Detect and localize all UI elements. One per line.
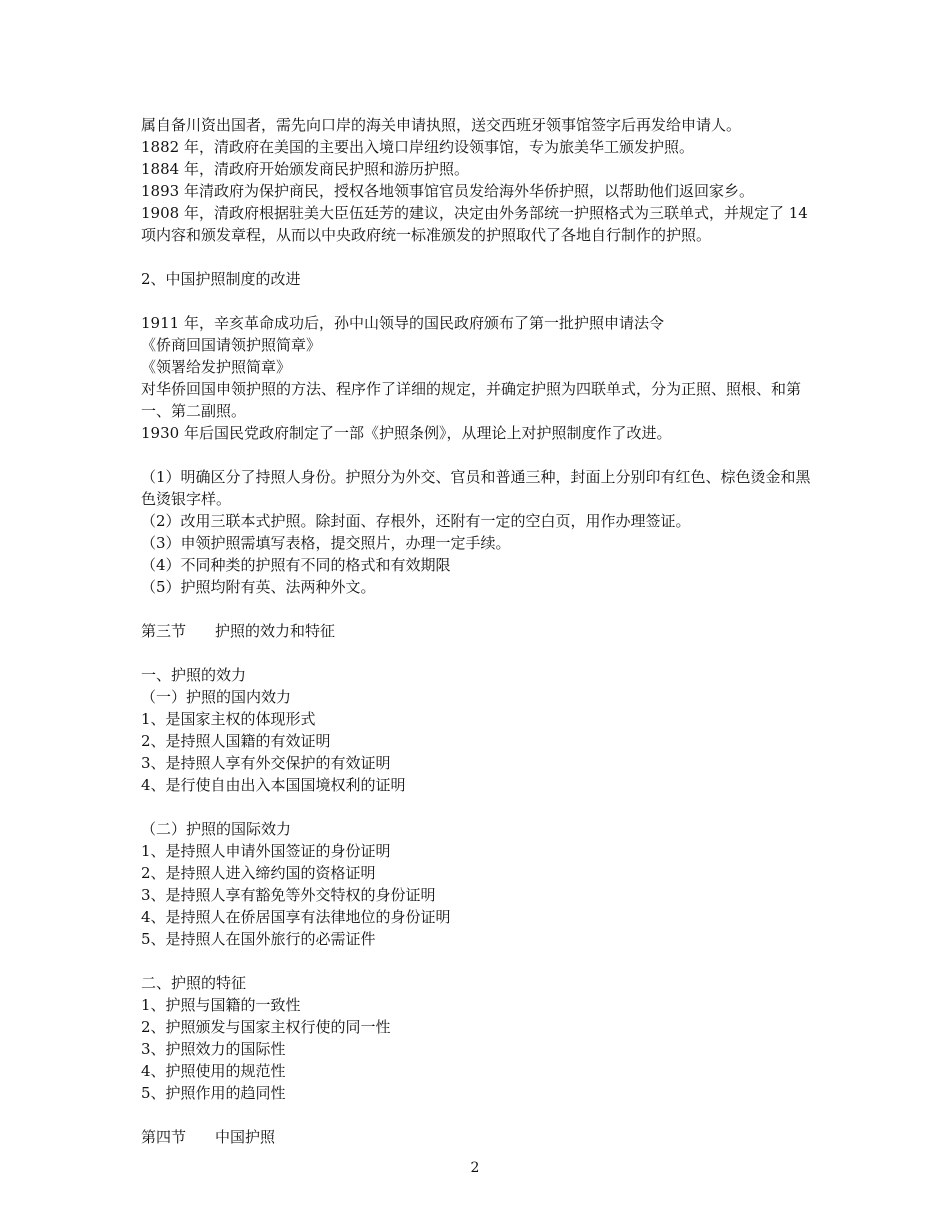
- section-number: 第四节: [141, 1128, 187, 1146]
- heading-reform: 2、中国护照制度的改进: [141, 270, 301, 288]
- list-item: 2、是持照人进入缔约国的资格证明: [141, 864, 376, 882]
- improvement-item: （3）申领护照需填写表格，提交照片，办理一定手续。: [141, 534, 511, 552]
- list-item: 1、是国家主权的体现形式: [141, 710, 316, 728]
- improvement-item: （4）不同种类的护照有不同的格式和有效期限: [141, 556, 451, 574]
- text-line: 《侨商回国请领护照简章》: [141, 336, 322, 354]
- text-line: 1911 年，辛亥革命成功后，孙中山领导的国民政府颁布了第一批护照申请法令: [141, 314, 664, 332]
- section-number: 第三节: [141, 622, 187, 640]
- text-line: 属自备川资出国者，需先向口岸的海关申请执照，送交西班牙领事馆签字后再发给申请人。: [141, 116, 742, 134]
- list-item: 3、是持照人享有豁免等外交特权的身份证明: [141, 886, 436, 904]
- list-item: 2、是持照人国籍的有效证明: [141, 732, 331, 750]
- improvement-item: （2）改用三联本式护照。除封面、存根外，还附有一定的空白页，用作办理签证。: [141, 512, 691, 530]
- intl-heading: （二）护照的国际效力: [141, 820, 292, 838]
- features-heading: 二、护照的特征: [141, 974, 247, 992]
- list-item: 4、是行使自由出入本国国境权利的证明: [141, 776, 406, 794]
- list-item: 5、是持照人在国外旅行的必需证件: [141, 930, 376, 948]
- section-3-heading: [141, 620, 821, 642]
- list-item: 1、是持照人申请外国签证的身份证明: [141, 842, 391, 860]
- text-line: 1882 年，清政府在美国的主要出入境口岸纽约设领事馆，专为旅美华工颁发护照。: [141, 138, 694, 156]
- list-item: 4、护照使用的规范性: [141, 1062, 286, 1080]
- list-item: 3、是持照人享有外交保护的有效证明: [141, 754, 391, 772]
- paragraph-1908: 1908 年，清政府根据驻美大臣伍廷芳的建议，决定由外务部统一护照格式为三联单式，并规定了 14 项内容和颁发章程，从而以中央政府统一标准颁发的护照取代了各地自行制作的护照。: [141, 204, 808, 244]
- text-line: 1930 年后国民党政府制定了一部《护照条例》，从理论上对护照制度作了改进。: [141, 424, 672, 442]
- list-item: 2、护照颁发与国家主权行使的同一性: [141, 1018, 391, 1036]
- section-title: 护照的效力和特征: [215, 622, 336, 640]
- paragraph-reform: 对华侨回国申领护照的方法、程序作了详细的规定，并确定护照为四联单式，分为正照、照根、和第一、第二副照。: [141, 380, 802, 420]
- text-line: 《领署给发护照简章》: [141, 358, 292, 376]
- list-item: 1、护照与国籍的一致性: [141, 996, 301, 1014]
- page-body: [141, 114, 821, 1148]
- list-item: 4、是持照人在侨居国享有法律地位的身份证明: [141, 908, 451, 926]
- section-4-heading: [141, 1126, 821, 1148]
- list-item: 5、护照作用的趋同性: [141, 1084, 286, 1102]
- section-title: 中国护照: [215, 1128, 276, 1146]
- improvement-item: （1）明确区分了持照人身份。护照分为外交、官员和普通三种，封面上分别印有红色、棕色烫金和黑色烫银字样。: [141, 468, 811, 508]
- domestic-heading: （一）护照的国内效力: [141, 688, 292, 706]
- list-item: 3、护照效力的国际性: [141, 1040, 286, 1058]
- text-line: 1884 年，清政府开始颁发商民护照和游历护照。: [141, 160, 469, 178]
- page-number: 2: [470, 1160, 480, 1176]
- effect-heading: 一、护照的效力: [141, 666, 247, 684]
- text-line: 1893 年清政府为保护商民，授权各地领事馆官员发给海外华侨护照，以帮助他们返回家乡。: [141, 182, 754, 200]
- improvement-item: （5）护照均附有英、法两种外文。: [141, 578, 376, 596]
